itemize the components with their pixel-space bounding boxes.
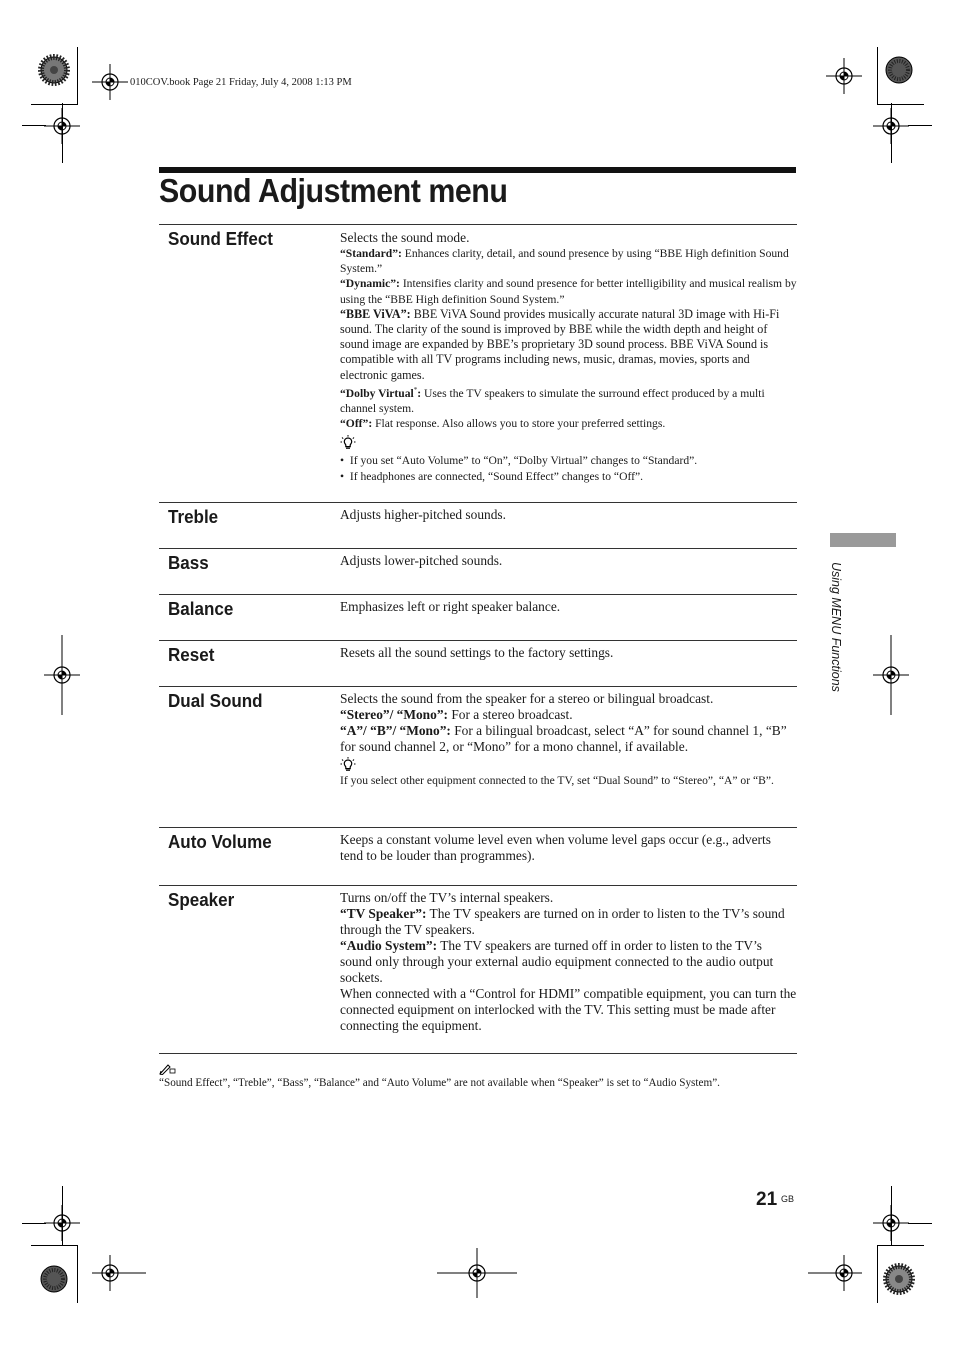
registration-crosshair-icon: [826, 58, 862, 94]
row-description: Adjusts lower-pitched sounds.: [340, 553, 503, 568]
side-tab-label: Using MENU Functions: [829, 562, 843, 692]
registration-crosshair-icon: [44, 108, 80, 144]
registration-crosshair-icon: [92, 1255, 128, 1291]
row-label: Dual Sound: [168, 690, 263, 711]
row-description: Resets all the sound settings to the factory settings.: [340, 645, 614, 660]
print-info: 010COV.book Page 21 Friday, July 4, 2008 1:13 PM: [130, 77, 352, 88]
pencil-note-icon: [159, 1063, 177, 1075]
option-audio-system: “Audio System”: The TV speakers are turned off in order to listen to the TV’s sound only through your external audio equipment connected to the audio output sockets.: [340, 938, 774, 985]
row-label: Auto Volume: [168, 831, 272, 852]
row-label: Reset: [168, 644, 215, 665]
row-label: Bass: [168, 552, 209, 573]
table-row-dual-sound: [159, 686, 797, 827]
registration-crosshair-icon: [826, 1255, 862, 1291]
tip-bullet: • If you set “Auto Volume” to “On”, “Dolby Virtual” changes to “Standard”.: [340, 454, 698, 468]
table-row-auto-volume: [159, 827, 797, 885]
row-intro: Selects the sound mode.: [340, 230, 470, 245]
table-row-sound-effect: [159, 224, 797, 502]
color-registration-target-icon: [885, 1265, 913, 1293]
registration-crosshair-icon: [873, 1205, 909, 1241]
row-intro: Turns on/off the TV’s internal speakers.: [340, 890, 554, 905]
option-dolby-virtual: “Dolby Virtual*: Uses the TV speakers to simulate the surround effect produced by a multi channel system.: [340, 385, 765, 415]
color-registration-target-icon: [40, 1265, 68, 1293]
side-tab-marker: [830, 533, 896, 547]
color-registration-target-icon: [40, 56, 68, 84]
tip-bullet: • If headphones are connected, “Sound Effect” changes to “Off”.: [340, 469, 644, 483]
lightbulb-hint-icon: [340, 757, 356, 773]
settings-table: [159, 224, 797, 1054]
row-label: Sound Effect: [168, 228, 273, 249]
note-text: “Sound Effect”, “Treble”, “Bass”, “Balance” and “Auto Volume” are not available when “Speaker” is set to “Audio System”.: [159, 1077, 720, 1089]
tip-text: If you select other equipment connected to the TV, set “Dual Sound” to “Stereo”, “A” or “B”.: [340, 774, 774, 787]
option-standard: “Standard”: Enhances clarity, detail, and sound presence by using “BBE High definition Sound System.”: [340, 247, 789, 276]
row-description: Keeps a constant volume level even when volume level gaps occur (e.g., adverts tend to be louder than programmes).: [340, 832, 771, 863]
row-description: [340, 890, 797, 1034]
registration-crosshair-icon: [873, 108, 909, 144]
row-label: Speaker: [168, 889, 235, 910]
registration-crosshair-icon: [92, 64, 128, 100]
option-a-b-mono: “A”/ “B”/ “Mono”: For a bilingual broadcast, select “A” for sound channel 1, “B” for sound channel 2, or “Mono” for a mono channel, if available.: [340, 723, 787, 754]
option-dynamic: “Dynamic”: Intensifies clarity and sound presence for better intelligibility and musical realism by using the “BBE High definition Sound System.”: [340, 277, 797, 306]
lightbulb-hint-icon: [340, 435, 356, 451]
option-off: “Off”: Flat response. Also allows you to store your preferred settings.: [340, 417, 666, 431]
row-label: Treble: [168, 506, 219, 527]
row-intro: Selects the sound from the speaker for a stereo or bilingual broadcast.: [340, 691, 714, 706]
row-extra: When connected with a “Control for HDMI” compatible equipment, you can turn the connected equipment on interlocked with the TV. This setting must be made after connecting the equipment.: [340, 986, 797, 1033]
table-row-bass: [159, 548, 797, 594]
page-number: 21: [756, 1189, 778, 1210]
row-description: Adjusts higher-pitched sounds.: [340, 507, 506, 522]
row-label: Balance: [168, 598, 234, 619]
table-row-speaker: [159, 885, 797, 1054]
table-row-reset: [159, 640, 797, 686]
row-description: Emphasizes left or right speaker balance.: [340, 599, 561, 614]
option-stereo-mono: “Stereo”/ “Mono”: For a stereo broadcast.: [340, 707, 573, 722]
color-registration-target-icon: [885, 56, 913, 84]
option-tv-speaker: “TV Speaker”: The TV speakers are turned on in order to listen to the TV’s sound through the TV speakers.: [340, 906, 785, 937]
table-row-treble: [159, 502, 797, 548]
row-description: [340, 691, 797, 788]
registration-crosshair-icon: [873, 657, 909, 693]
table-row-balance: [159, 594, 797, 640]
region-code: GB: [781, 1194, 795, 1204]
option-bbe-viva: “BBE ViVA”: BBE ViVA Sound provides musically accurate natural 3D image with Hi-Fi sound. The clarity of the sound is improved by BBE while the width depth and height of sound image are expanded by BBE’s proprietary 3D sound process. BBE ViVA Sound is compatible with all TV programs including news, music, dramas, movies, sports and electronic games.: [340, 306, 780, 382]
registration-crosshair-icon: [459, 1255, 495, 1291]
registration-crosshair-icon: [44, 1205, 80, 1241]
registration-crosshair-icon: [44, 657, 80, 693]
row-description: [340, 230, 797, 484]
page-title: Sound Adjustment menu: [159, 172, 508, 209]
